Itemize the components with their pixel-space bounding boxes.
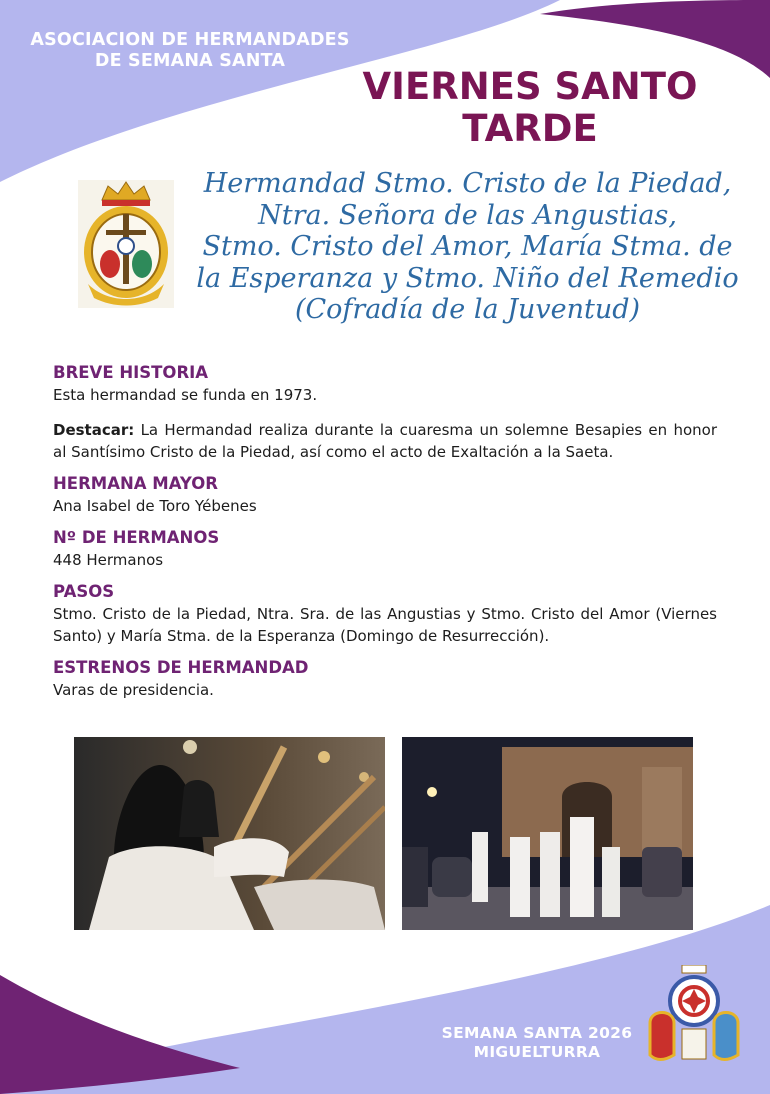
footer-line-2: MIGUELTURRA [473,1043,601,1061]
members-text: 448 Hermanos [53,551,164,569]
highlight-label: Destacar: [53,421,135,439]
brotherhood-name [190,168,745,326]
history-heading: BREVE HISTORIA [53,363,209,382]
mayor-text: Ana Isabel de Toro Yébenes [53,497,257,515]
brotherhood-line-5: (Cofradía de la Juventud) [294,294,641,325]
debuts-text: Varas de presidencia. [53,681,214,699]
brotherhood-crest-icon [78,180,174,308]
footer-line-1: SEMANA SANTA 2026 [441,1024,633,1042]
title-line-1: VIERNES SANTO [362,65,698,108]
info-content [53,362,717,701]
association-line-1: ASOCIACION DE HERMANDADES [30,30,350,50]
brotherhood-line-2: Ntra. Señora de las Angustias, [258,199,677,231]
procession-photo-left [74,737,385,930]
pasos-heading: PASOS [53,582,115,601]
brotherhood-line-1: Hermandad Stmo. Cristo de la Piedad, [203,168,732,199]
mayor-heading: HERMANA MAYOR [53,474,218,493]
highlight-paragraph [53,419,717,463]
association-name [20,30,360,72]
debuts-heading: ESTRENOS DE HERMANDAD [53,658,309,677]
brotherhood-line-3: Stmo. Cristo del Amor, María Stma. de [202,231,733,262]
title-line-2: TARDE [462,107,598,150]
history-text: Esta hermandad se funda en 1973. [53,386,318,404]
members-heading: Nº DE HERMANOS [53,528,220,547]
footer-event [432,1024,642,1062]
highlight-text: La Hermandad realiza durante la cuaresma un solemne Besapies en honor al Santísimo Cristo de la Piedad, así como el acto de Exaltación a la Saeta. [53,421,717,461]
association-line-2: DE SEMANA SANTA [94,51,286,71]
pasos-text: Stmo. Cristo de la Piedad, Ntra. Sra. de las Angustias y Stmo. Cristo del Amor (Viernes Santo) y María Stma. de la Esperanza (Domingo de Resurrección). [53,605,717,645]
brotherhood-line-4: la Esperanza y Stmo. Niño del Remedio [196,262,739,294]
page-title [345,66,715,150]
procession-photo-right [402,737,693,930]
association-logo-icon [644,965,744,1065]
